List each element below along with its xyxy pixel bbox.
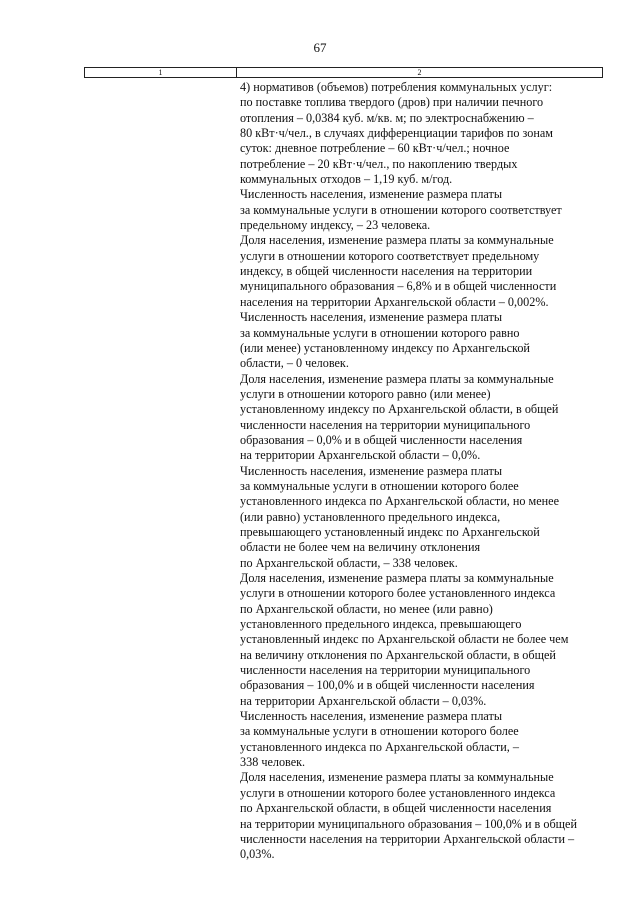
text-line: области не более чем на величину отклонения (240, 540, 481, 555)
text-line: превышающего установленный индекс по Архангельской (240, 524, 540, 539)
text-line: услуги в отношении которого более установленного индекса (240, 785, 556, 800)
text-line: услуги в отношении которого соответствует предельному (240, 248, 540, 263)
page-number: 67 (313, 40, 327, 55)
text-line: (или менее) установленному индексу по Архангельской (240, 340, 530, 355)
text-line: установленный индекс по Архангельской области не более чем (240, 632, 569, 647)
text-line: на территории Архангельской области – 0,03%. (240, 693, 487, 708)
text-line: по поставке топлива твердого (дров) при наличии печного (240, 95, 544, 110)
text-line: предельному индексу, – 23 человека. (240, 218, 431, 233)
text-line: Численность населения, изменение размера платы (240, 310, 503, 325)
text-line: по Архангельской области, но менее (или равно) (240, 601, 493, 616)
text-line: установленному индексу по Архангельской области, в общей (240, 402, 559, 417)
text-line: потребление – 20 кВт·ч/чел., по накоплению твердых (240, 156, 518, 171)
text-line: области, – 0 человек. (240, 356, 349, 371)
text-line: населения на территории Архангельской области – 0,002%. (240, 294, 549, 309)
text-line: муниципального образования – 6,8% и в общей численности (240, 279, 557, 294)
text-line: образования – 100,0% и в общей численности населения (240, 678, 535, 693)
text-line: Численность населения, изменение размера платы (240, 463, 503, 478)
text-line: численности населения на территории муниципального (240, 417, 531, 432)
text-line: коммунальных отходов – 1,19 куб. м/год. (240, 172, 453, 187)
text-line: за коммунальные услуги в отношении которого более (240, 478, 519, 493)
text-line: (или равно) установленного предельного индекса, (240, 509, 501, 524)
text-line: установленного индекса по Архангельской области, – (240, 739, 519, 754)
text-line: за коммунальные услуги в отношении которого более (240, 724, 519, 739)
table-header-row (84, 67, 603, 78)
document-body-text (240, 80, 605, 863)
text-line: Доля населения, изменение размера платы за коммунальные (240, 233, 554, 248)
table-header-col-1: 1 (85, 68, 237, 77)
text-line: Численность населения, изменение размера платы (240, 187, 503, 202)
text-line: на территории Архангельской области – 0,0%. (240, 448, 481, 463)
text-line: по Архангельской области, в общей численности населения (240, 801, 552, 816)
text-line: установленного предельного индекса, превышающего (240, 617, 522, 632)
text-line: на территории муниципального образования – 100,0% и в общей (240, 816, 577, 831)
text-line: численности населения на территории Архангельской области – (240, 831, 575, 846)
text-line: за коммунальные услуги в отношении которого равно (240, 325, 520, 340)
text-line: 4) нормативов (объемов) потребления коммунальных услуг: (240, 80, 553, 94)
text-line: суток: дневное потребление – 60 кВт·ч/чел.; ночное (240, 141, 510, 156)
text-line: 80 кВт·ч/чел., в случаях дифференциации тарифов по зонам (240, 126, 554, 141)
text-line: индексу, в общей численности населения на территории (240, 264, 533, 279)
text-line: Доля населения, изменение размера платы за коммунальные (240, 770, 554, 785)
text-line: численности населения на территории муниципального (240, 663, 531, 678)
text-line: 338 человек. (240, 755, 306, 770)
text-line: образования – 0,0% и в общей численности населения (240, 432, 523, 447)
text-line: 0,03%. (240, 847, 275, 862)
text-line: Доля населения, изменение размера платы за коммунальные (240, 571, 554, 585)
text-line: услуги в отношении которого более установленного индекса (240, 586, 556, 601)
text-line: отопления – 0,0384 куб. м/кв. м; по электроснабжению – (240, 110, 534, 125)
table-header-col-2: 2 (417, 68, 422, 77)
text-line: установленного индекса по Архангельской области, но менее (240, 494, 559, 509)
text-line: услуги в отношении которого равно (или менее) (240, 386, 491, 401)
text-line: за коммунальные услуги в отношении которого соответствует (240, 202, 562, 217)
text-line: по Архангельской области, – 338 человек. (240, 555, 458, 570)
text-line: Доля населения, изменение размера платы за коммунальные (240, 371, 554, 386)
text-line: Численность населения, изменение размера платы (240, 709, 503, 724)
text-line: на величину отклонения по Архангельской области, в общей (240, 647, 556, 662)
